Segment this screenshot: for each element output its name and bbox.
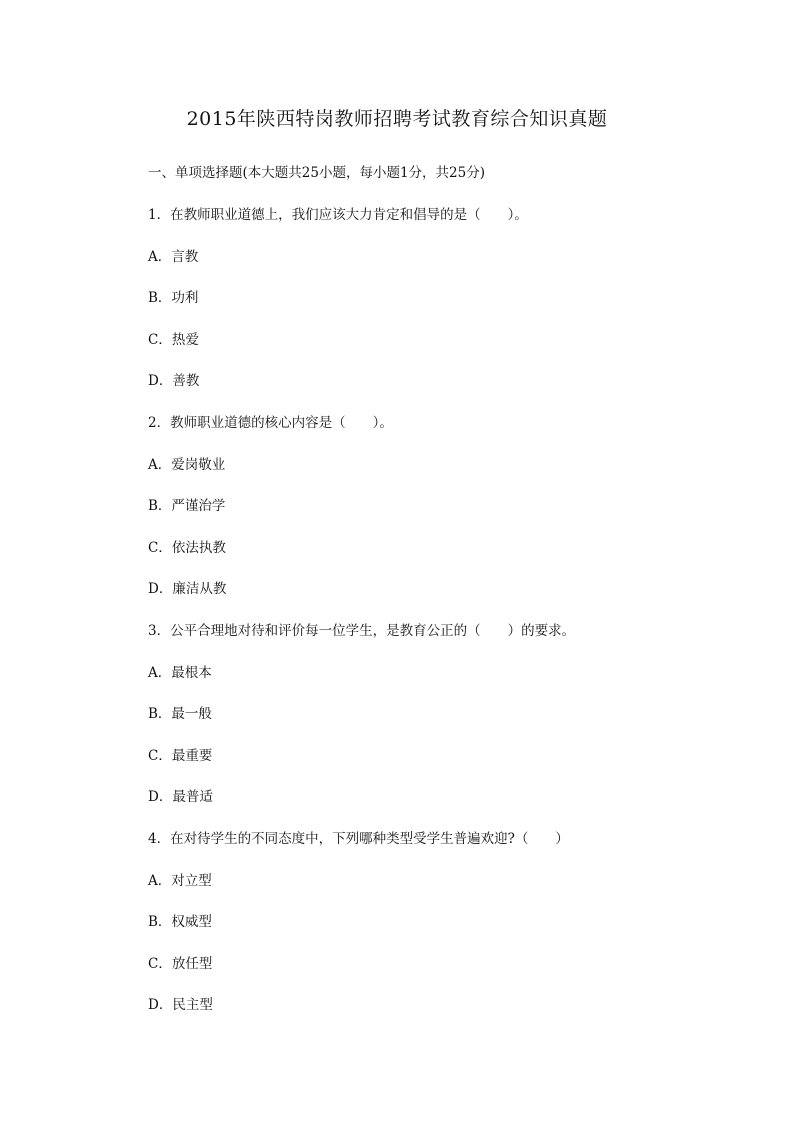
question-1-option-d: D．善教 [148, 373, 200, 389]
question-3-option-d: D．最普适 [148, 789, 213, 805]
document-title: 2015年陕西特岗教师招聘考试教育综合知识真题 [186, 108, 608, 130]
question-2-option-c: C．依法执教 [148, 540, 226, 556]
question-3-option-a: A．最根本 [148, 665, 212, 681]
question-2-option-d: D．廉洁从教 [148, 581, 227, 597]
question-4-option-c: C．放任型 [148, 956, 213, 972]
question-4-option-b: B．权威型 [148, 914, 212, 930]
question-1-option-b: B．功利 [148, 290, 199, 306]
question-2-option-a: A．爱岗敬业 [148, 457, 226, 473]
question-1-option-a: A．言教 [148, 249, 199, 265]
question-2-stem: 2．教师职业道德的核心内容是（ ）。 [148, 415, 393, 431]
question-1-stem: 1．在教师职业道德上，我们应该大力肯定和倡导的是（ ）。 [148, 207, 528, 223]
question-4-stem: 4．在对待学生的不同态度中，下列哪种类型受学生普遍欢迎?（ ） [148, 831, 569, 847]
question-3-option-c: C．最重要 [148, 748, 213, 764]
question-1-option-c: C．热爱 [148, 332, 199, 348]
question-2-option-b: B．严谨治学 [148, 498, 226, 514]
question-4-option-a: A．对立型 [148, 873, 212, 889]
section-heading: 一、单项选择题(本大题共25小题，每小题1分，共25分) [148, 165, 485, 181]
question-3-stem: 3．公平合理地对待和评价每一位学生，是教育公正的（ ）的要求。 [148, 623, 576, 639]
question-3-option-b: B．最一般 [148, 706, 212, 722]
question-4-option-d: D．民主型 [148, 997, 213, 1013]
